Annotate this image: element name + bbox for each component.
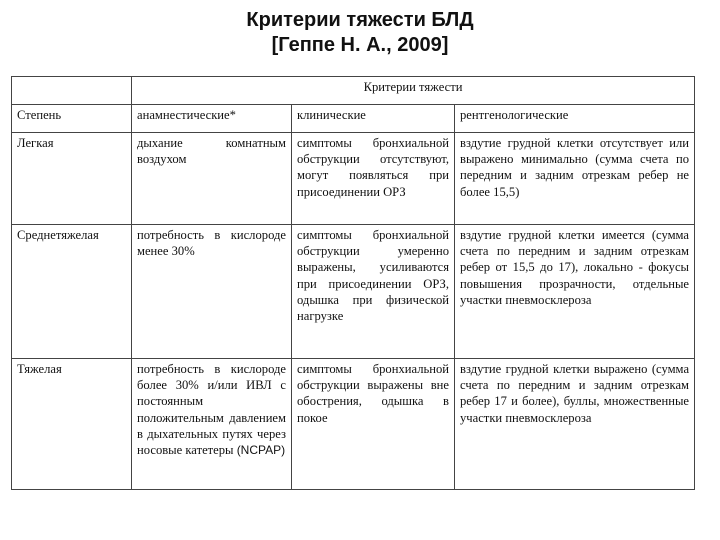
- column-header-row: [12, 105, 695, 133]
- header-degree: Степень: [12, 105, 132, 133]
- radiological-cell: вздутие грудной клетки имеется (сумма счета по передним и задним отрезкам ребер от 15,5 до 17), локально - фокусы повышения прозрачности, отдельные участки пневмосклероза: [455, 225, 695, 359]
- degree-cell: Среднетяжелая: [12, 225, 132, 359]
- anamnestic-text: потребность в кислороде более 30% и/или ИВЛ с постоянным положительным давлением в дыхательных путях через носовые катетеры: [137, 362, 286, 458]
- degree-cell: Легкая: [12, 133, 132, 225]
- ncpap-abbreviation: (NCPAP): [236, 443, 286, 458]
- empty-corner-cell: [12, 77, 132, 105]
- page-title: [0, 8, 720, 58]
- table-row: [12, 133, 695, 225]
- super-header-row: [12, 77, 695, 105]
- anamnestic-cell: потребность в кислороде менее 30%: [132, 225, 292, 359]
- header-radiological: рентгенологические: [455, 105, 695, 133]
- table-row: [12, 359, 695, 490]
- degree-cell: Тяжелая: [12, 359, 132, 490]
- header-clinical: клинические: [292, 105, 455, 133]
- criteria-super-header: Критерии тяжести: [132, 77, 695, 105]
- anamnestic-cell: дыхание комнатным воздухом: [132, 133, 292, 225]
- header-anamnestic: анамнестические*: [132, 105, 292, 133]
- radiological-cell: вздутие грудной клетки выражено (сумма счета по передним и задним отрезкам ребер 17 и более), буллы, множественные участки пневмосклероза: [455, 359, 695, 490]
- table-row: [12, 225, 695, 359]
- clinical-cell: симптомы бронхиальной обструкции умеренно выражены, усиливаются при присоединении ОРЗ, одышка при физической нагрузке: [292, 225, 455, 359]
- severity-criteria-table: [11, 76, 695, 490]
- radiological-cell: вздутие грудной клетки отсутствует или выражено минимально (сумма счета по передним и задним отрезкам ребер не более 15,5): [455, 133, 695, 225]
- title-line-2: [Геппе Н. А., 2009]: [271, 34, 449, 56]
- anamnestic-cell: [132, 359, 292, 490]
- title-line-1: Критерии тяжести БЛД: [246, 9, 474, 31]
- clinical-cell: симптомы бронхиальной обструкции выражены вне обострения, одышка в покое: [292, 359, 455, 490]
- clinical-cell: симптомы бронхиальной обструкции отсутствуют, могут появляться при присоединении ОРЗ: [292, 133, 455, 225]
